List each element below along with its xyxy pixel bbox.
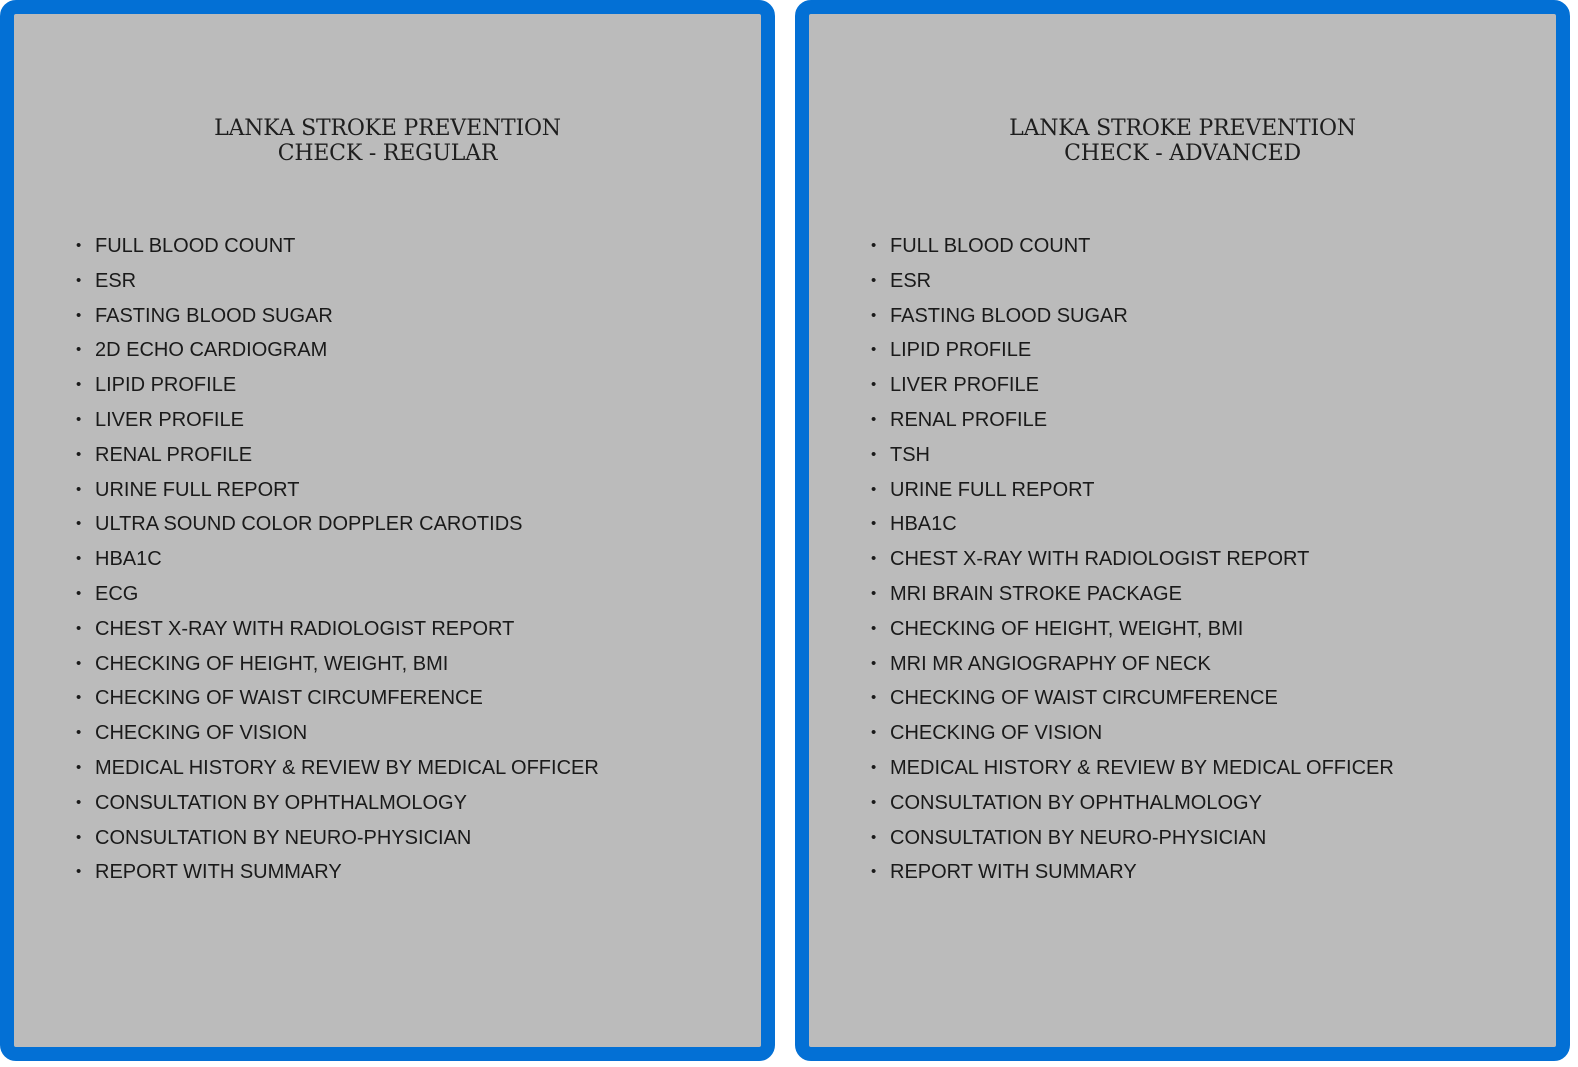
list-item: • CHECKING OF HEIGHT, WEIGHT, BMI (871, 612, 1546, 647)
regular-package-panel (14, 14, 761, 1047)
list-item: • RENAL PROFILE (76, 438, 751, 473)
list-item: • LIPID PROFILE (76, 368, 751, 403)
list-item: • CHECKING OF WAIST CIRCUMFERENCE (871, 681, 1546, 716)
list-item: • FULL BLOOD COUNT (871, 229, 1546, 264)
list-item: • LIVER PROFILE (76, 403, 751, 438)
list-item: • CHEST X-RAY WITH RADIOLOGIST REPORT (871, 542, 1546, 577)
list-item: • CHECKING OF WAIST CIRCUMFERENCE (76, 681, 751, 716)
list-item: • REPORT WITH SUMMARY (76, 855, 751, 890)
advanced-package-panel (809, 14, 1556, 1047)
list-item: • MEDICAL HISTORY & REVIEW BY MEDICAL OFFICER (871, 751, 1546, 786)
list-item: • LIPID PROFILE (871, 333, 1546, 368)
list-item: • HBA1C (76, 542, 751, 577)
advanced-title-line-2: CHECK - ADVANCED (1064, 141, 1301, 166)
list-item: • URINE FULL REPORT (871, 473, 1546, 508)
list-item: • CHECKING OF VISION (76, 716, 751, 751)
list-item: • URINE FULL REPORT (76, 473, 751, 508)
regular-package-title (14, 116, 761, 166)
list-item: • HBA1C (871, 507, 1546, 542)
regular-package-card (0, 0, 775, 1061)
advanced-package-title (809, 116, 1556, 166)
list-item: • TSH (871, 438, 1546, 473)
advanced-title-line-1: LANKA STROKE PREVENTION (1009, 116, 1356, 141)
regular-test-list (76, 229, 751, 890)
regular-title-line-2: CHECK - REGULAR (277, 141, 498, 166)
list-item: • 2D ECHO CARDIOGRAM (76, 333, 751, 368)
list-item: • CHECKING OF HEIGHT, WEIGHT, BMI (76, 647, 751, 682)
list-item: • FASTING BLOOD SUGAR (871, 299, 1546, 334)
list-item: • CHEST X-RAY WITH RADIOLOGIST REPORT (76, 612, 751, 647)
list-item: • ESR (76, 264, 751, 299)
list-item: • REPORT WITH SUMMARY (871, 855, 1546, 890)
list-item: • CHECKING OF VISION (871, 716, 1546, 751)
list-item: • FASTING BLOOD SUGAR (76, 299, 751, 334)
list-item: • LIVER PROFILE (871, 368, 1546, 403)
list-item: • MRI BRAIN STROKE PACKAGE (871, 577, 1546, 612)
list-item: • ESR (871, 264, 1546, 299)
advanced-test-list (871, 229, 1546, 890)
list-item: • CONSULTATION BY NEURO-PHYSICIAN (871, 821, 1546, 856)
list-item: • CONSULTATION BY OPHTHALMOLOGY (76, 786, 751, 821)
list-item: • ULTRA SOUND COLOR DOPPLER CAROTIDS (76, 507, 751, 542)
list-item: • RENAL PROFILE (871, 403, 1546, 438)
regular-title-line-1: LANKA STROKE PREVENTION (214, 116, 561, 141)
list-item: • CONSULTATION BY NEURO-PHYSICIAN (76, 821, 751, 856)
advanced-package-card (795, 0, 1570, 1061)
list-item: • MRI MR ANGIOGRAPHY OF NECK (871, 647, 1546, 682)
list-item: • CONSULTATION BY OPHTHALMOLOGY (871, 786, 1546, 821)
list-item: • MEDICAL HISTORY & REVIEW BY MEDICAL OFFICER (76, 751, 751, 786)
list-item: • ECG (76, 577, 751, 612)
list-item: • FULL BLOOD COUNT (76, 229, 751, 264)
